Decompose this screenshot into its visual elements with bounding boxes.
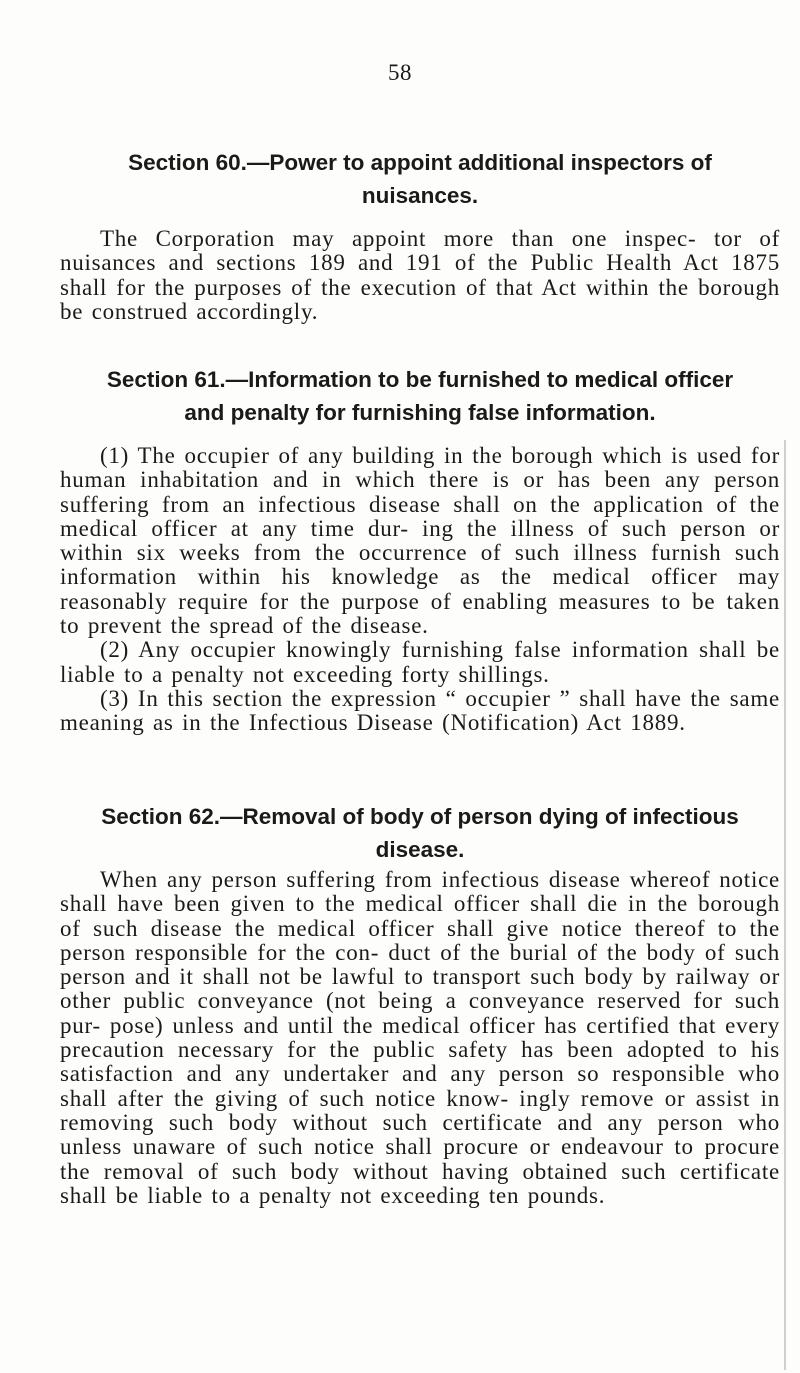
section-62-paragraph-1: When any person suffering from infectious disease whereof notice shall have been given to the medical officer shall die in the borough of such disease the medical officer shall give notice thereof to the person responsible for the con- duct of the burial of the body of such person and it shall not be lawful to transport such body by railway or other public conveyance (not being a conveyance reserved for such pur- pose) unless and until the medical officer has certified that every precaution necessary for the public safety has been adopted to his satisfaction and any undertaker and any person so responsible who shall after the giving of such notice know- ingly remove or assist in removing such body without such certificate and any person who unless unaware of such notice shall procure or endeavour to procure the removal of such body without having obtained such certificate shall be liable to a penalty not exceeding ten pounds. <box>60 867 780 1208</box>
section-60-heading-line-2: nuisances. <box>361 183 479 208</box>
section-62-heading-line-1: Section 62.—Removal of body of person dying of infectious <box>101 804 739 829</box>
section-61-body <box>60 444 780 736</box>
section-60-paragraph-1: The Corporation may appoint more than one inspec- tor of nuisances and sections 189 and 191 of the Public Health Act 1875 shall for the purposes of the execution of that Act within the borough be construed accordingly. <box>60 226 780 324</box>
section-62-body <box>60 868 780 1208</box>
section-60-heading <box>60 146 780 212</box>
section-61-paragraph-3: (3) In this section the expression “ occupier ” shall have the same meaning as in the Infectious Disease (Notification) Act 1889. <box>60 685 780 736</box>
section-60-body <box>60 227 780 324</box>
section-61-heading-line-2: and penalty for furnishing false information. <box>184 400 656 425</box>
page-number: 58 <box>388 60 412 85</box>
section-61-paragraph-2: (2) Any occupier knowingly furnishing false information shall be liable to a penalty not exceeding forty shillings. <box>60 637 780 687</box>
section-61-paragraph-1: (1) The occupier of any building in the borough which is used for human inhabitation and in which there is or has been any person suffering from an infectious disease shall on the application of the medical officer at any time dur- ing the illness of such person or within six weeks from the occurrence of such illness furnish such information within his knowledge as the medical officer may reasonably require for the purpose of enabling measures to be taken to prevent the spread of the disease. <box>60 443 780 639</box>
scan-edge-line <box>784 440 786 1370</box>
section-62-heading-line-2: disease. <box>375 837 465 862</box>
section-62-heading <box>60 800 780 866</box>
section-60-heading-line-1: Section 60.—Power to appoint additional inspectors of <box>128 150 712 175</box>
section-61-heading <box>60 363 780 429</box>
section-61-heading-line-1: Section 61.—Information to be furnished to medical officer <box>106 367 734 392</box>
